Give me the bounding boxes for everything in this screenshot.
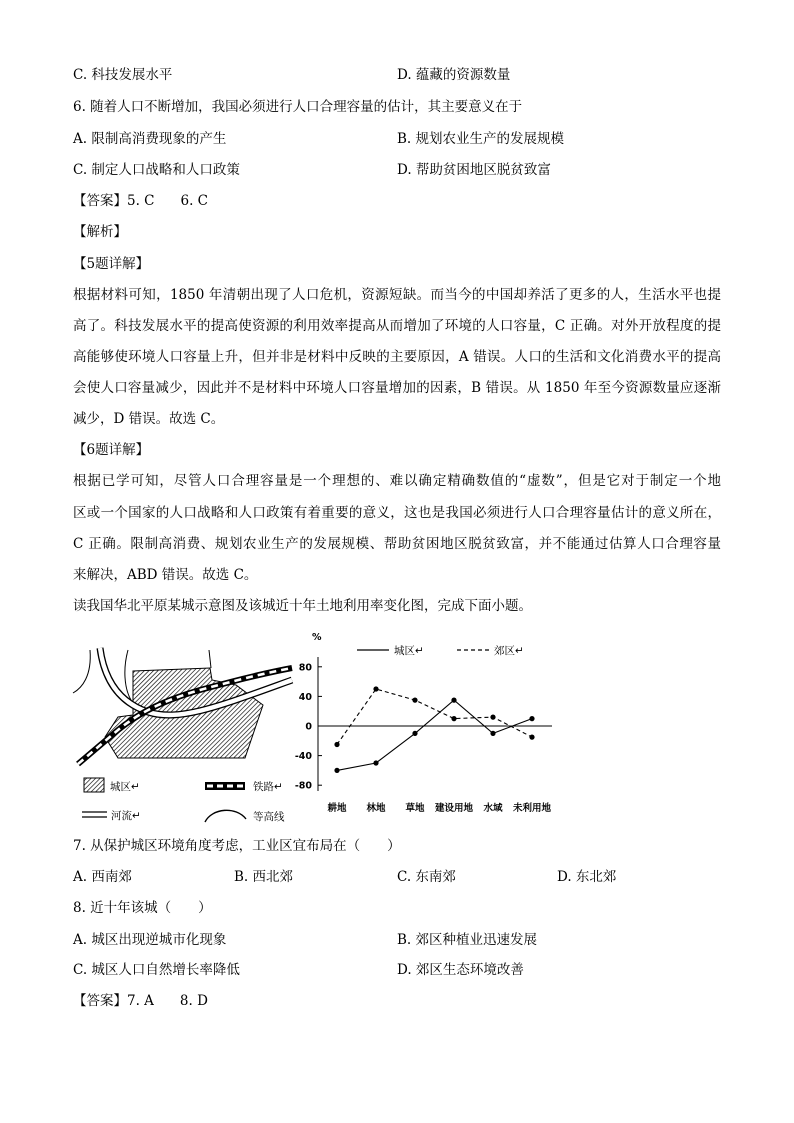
contour-line [73, 650, 90, 693]
suburban-data-point [412, 698, 417, 703]
x-category-label: 建设用地 [434, 803, 474, 814]
answer-item: 6. C [180, 193, 209, 209]
suburban-data-point [334, 742, 339, 747]
detail-5-line: 会使人口容量减少，因此并不是材料中环境人口容量增加的因素，B 错误。从 1850 年至今资源数量应逐渐 [73, 380, 721, 396]
legend-railway [205, 780, 283, 793]
q8-stem: 8. 近十年该城（ ） [73, 900, 212, 916]
detail-6-line: C 正确。限制高消费、规划农业生产的发展规模、帮助贫困地区脱贫致富，并不能通过估算人口合理容量 [73, 536, 721, 552]
legend-railway-label: 铁路↵ [253, 781, 283, 793]
legend-river [82, 809, 141, 822]
urban-data-point [490, 731, 495, 736]
contour-swatch [205, 810, 246, 822]
suburban-data-point [451, 716, 456, 721]
suburban-data-point [373, 686, 378, 691]
urban-data-point [529, 716, 534, 721]
q7-option-c: C. 东南郊 [397, 869, 456, 885]
y-tick-label: -80 [294, 780, 312, 792]
y-tick-label: 80 [298, 662, 312, 674]
x-category-label: 未利用地 [512, 803, 552, 814]
contour-line [209, 650, 211, 668]
legend-river-label: 河流↵ [111, 810, 141, 822]
chart-marks [295, 662, 552, 814]
y-tick-label: 40 [298, 691, 312, 703]
intro-7-8: 读我国华北平原某城示意图及该城近十年土地利用率变化图，完成下面小题。 [73, 598, 532, 614]
q8-option-c: C. 城区人口自然增长率降低 [73, 962, 240, 978]
urban-data-point [334, 768, 339, 773]
y-tick-label: -40 [294, 751, 312, 763]
map-legend [82, 778, 285, 823]
q6-option-a: A. 限制高消费现象的产生 [73, 131, 227, 147]
urban-data-point [412, 731, 417, 736]
suburban-data-point [490, 715, 495, 720]
urban-data-point [451, 698, 456, 703]
urban-series-line [337, 700, 532, 770]
q8-option-b: B. 郊区种植业迅速发展 [397, 932, 538, 948]
legend-city-label: 城区↵ [110, 781, 140, 793]
q7-option-d: D. 东北郊 [557, 869, 617, 885]
detail-6-line: 区或一个国家的人口战略和人口政策有着重要的意义，这也是我国必须进行人口合理容量估计的意义所在， [73, 505, 721, 521]
detail-6-heading: 【6题详解】 [73, 442, 150, 458]
city-swatch [84, 778, 104, 792]
q6-option-d: D. 帮助贫困地区脱贫致富 [397, 162, 551, 178]
q8-option-d: D. 郊区生态环境改善 [397, 962, 524, 978]
q7-option-b: B. 西北郊 [234, 869, 294, 885]
answer-label: 【答案】 [73, 193, 127, 209]
x-category-label: 耕地 [327, 803, 347, 814]
q7-option-a: A. 西南郊 [73, 869, 132, 885]
analysis-heading: 【解析】 [73, 224, 127, 240]
answer-item: 8. D [179, 993, 208, 1009]
chart-legend [357, 644, 524, 657]
city-map [73, 648, 292, 764]
x-category-label: 林地 [366, 803, 386, 814]
answer-item: 5. C [127, 193, 155, 209]
detail-6-line: 来解决，ABD 错误。故选 C。 [73, 567, 258, 583]
detail-5-heading: 【5题详解】 [73, 256, 150, 272]
detail-5-line: 减少，D 错误。故选 C。 [73, 411, 225, 427]
legend-contour [205, 810, 285, 823]
answer-line [73, 191, 208, 211]
urban-data-point [373, 760, 378, 765]
q7-stem: 7. 从保护城区环境角度考虑，工业区宜布局在（ ） [73, 838, 401, 854]
legend-urban-label: 城区↵ [394, 645, 424, 657]
legend-contour-label: 等高线 [253, 811, 285, 823]
detail-5-line: 根据材料可知，1850 年清朝出现了人口危机，资源短缺。而当今的中国却养活了更多的人，生活水平也提 [73, 287, 721, 303]
q6-stem: 6. 随着人口不断增加，我国必须进行人口合理容量的估计，其主要意义在于 [73, 99, 523, 115]
detail-5-line: 高能够使环境人口容量上升，但并非是材料中反映的主要原因，A 错误。人口的生活和文化消费水平的提高 [73, 349, 721, 365]
legend-suburban-label: 郊区↵ [494, 645, 524, 657]
legend-city [84, 778, 140, 793]
line-chart [295, 632, 552, 814]
detail-5-line: 高了。科技发展水平的提高使资源的利用效率提高从而增加了环境的人口容量，C 正确。对外开放程度的提 [73, 318, 721, 334]
q6-option-c: C. 制定人口战略和人口政策 [73, 162, 240, 178]
q5-option-c: C. 科技发展水平 [73, 67, 173, 83]
x-category-label: 草地 [405, 803, 425, 814]
y-axis-unit: % [312, 632, 322, 643]
q5-option-d: D. 蕴藏的资源数量 [397, 67, 511, 83]
contour-line [125, 650, 131, 700]
answer-label: 【答案】 [73, 993, 127, 1009]
figure [0, 622, 794, 832]
suburban-data-point [529, 735, 534, 740]
x-category-label: 水域 [483, 803, 503, 814]
q6-option-b: B. 规划农业生产的发展规模 [397, 131, 565, 147]
detail-6-line: 根据已学可知，尽管人口合理容量是一个理想的、难以确定精确数值的“虚数”，但是它对于制定一个地 [73, 473, 721, 489]
answer-line [73, 991, 208, 1011]
y-tick-label: 0 [305, 721, 312, 733]
q8-option-a: A. 城区出现逆城市化现象 [73, 932, 227, 948]
answer-item: 7. A [127, 993, 154, 1009]
